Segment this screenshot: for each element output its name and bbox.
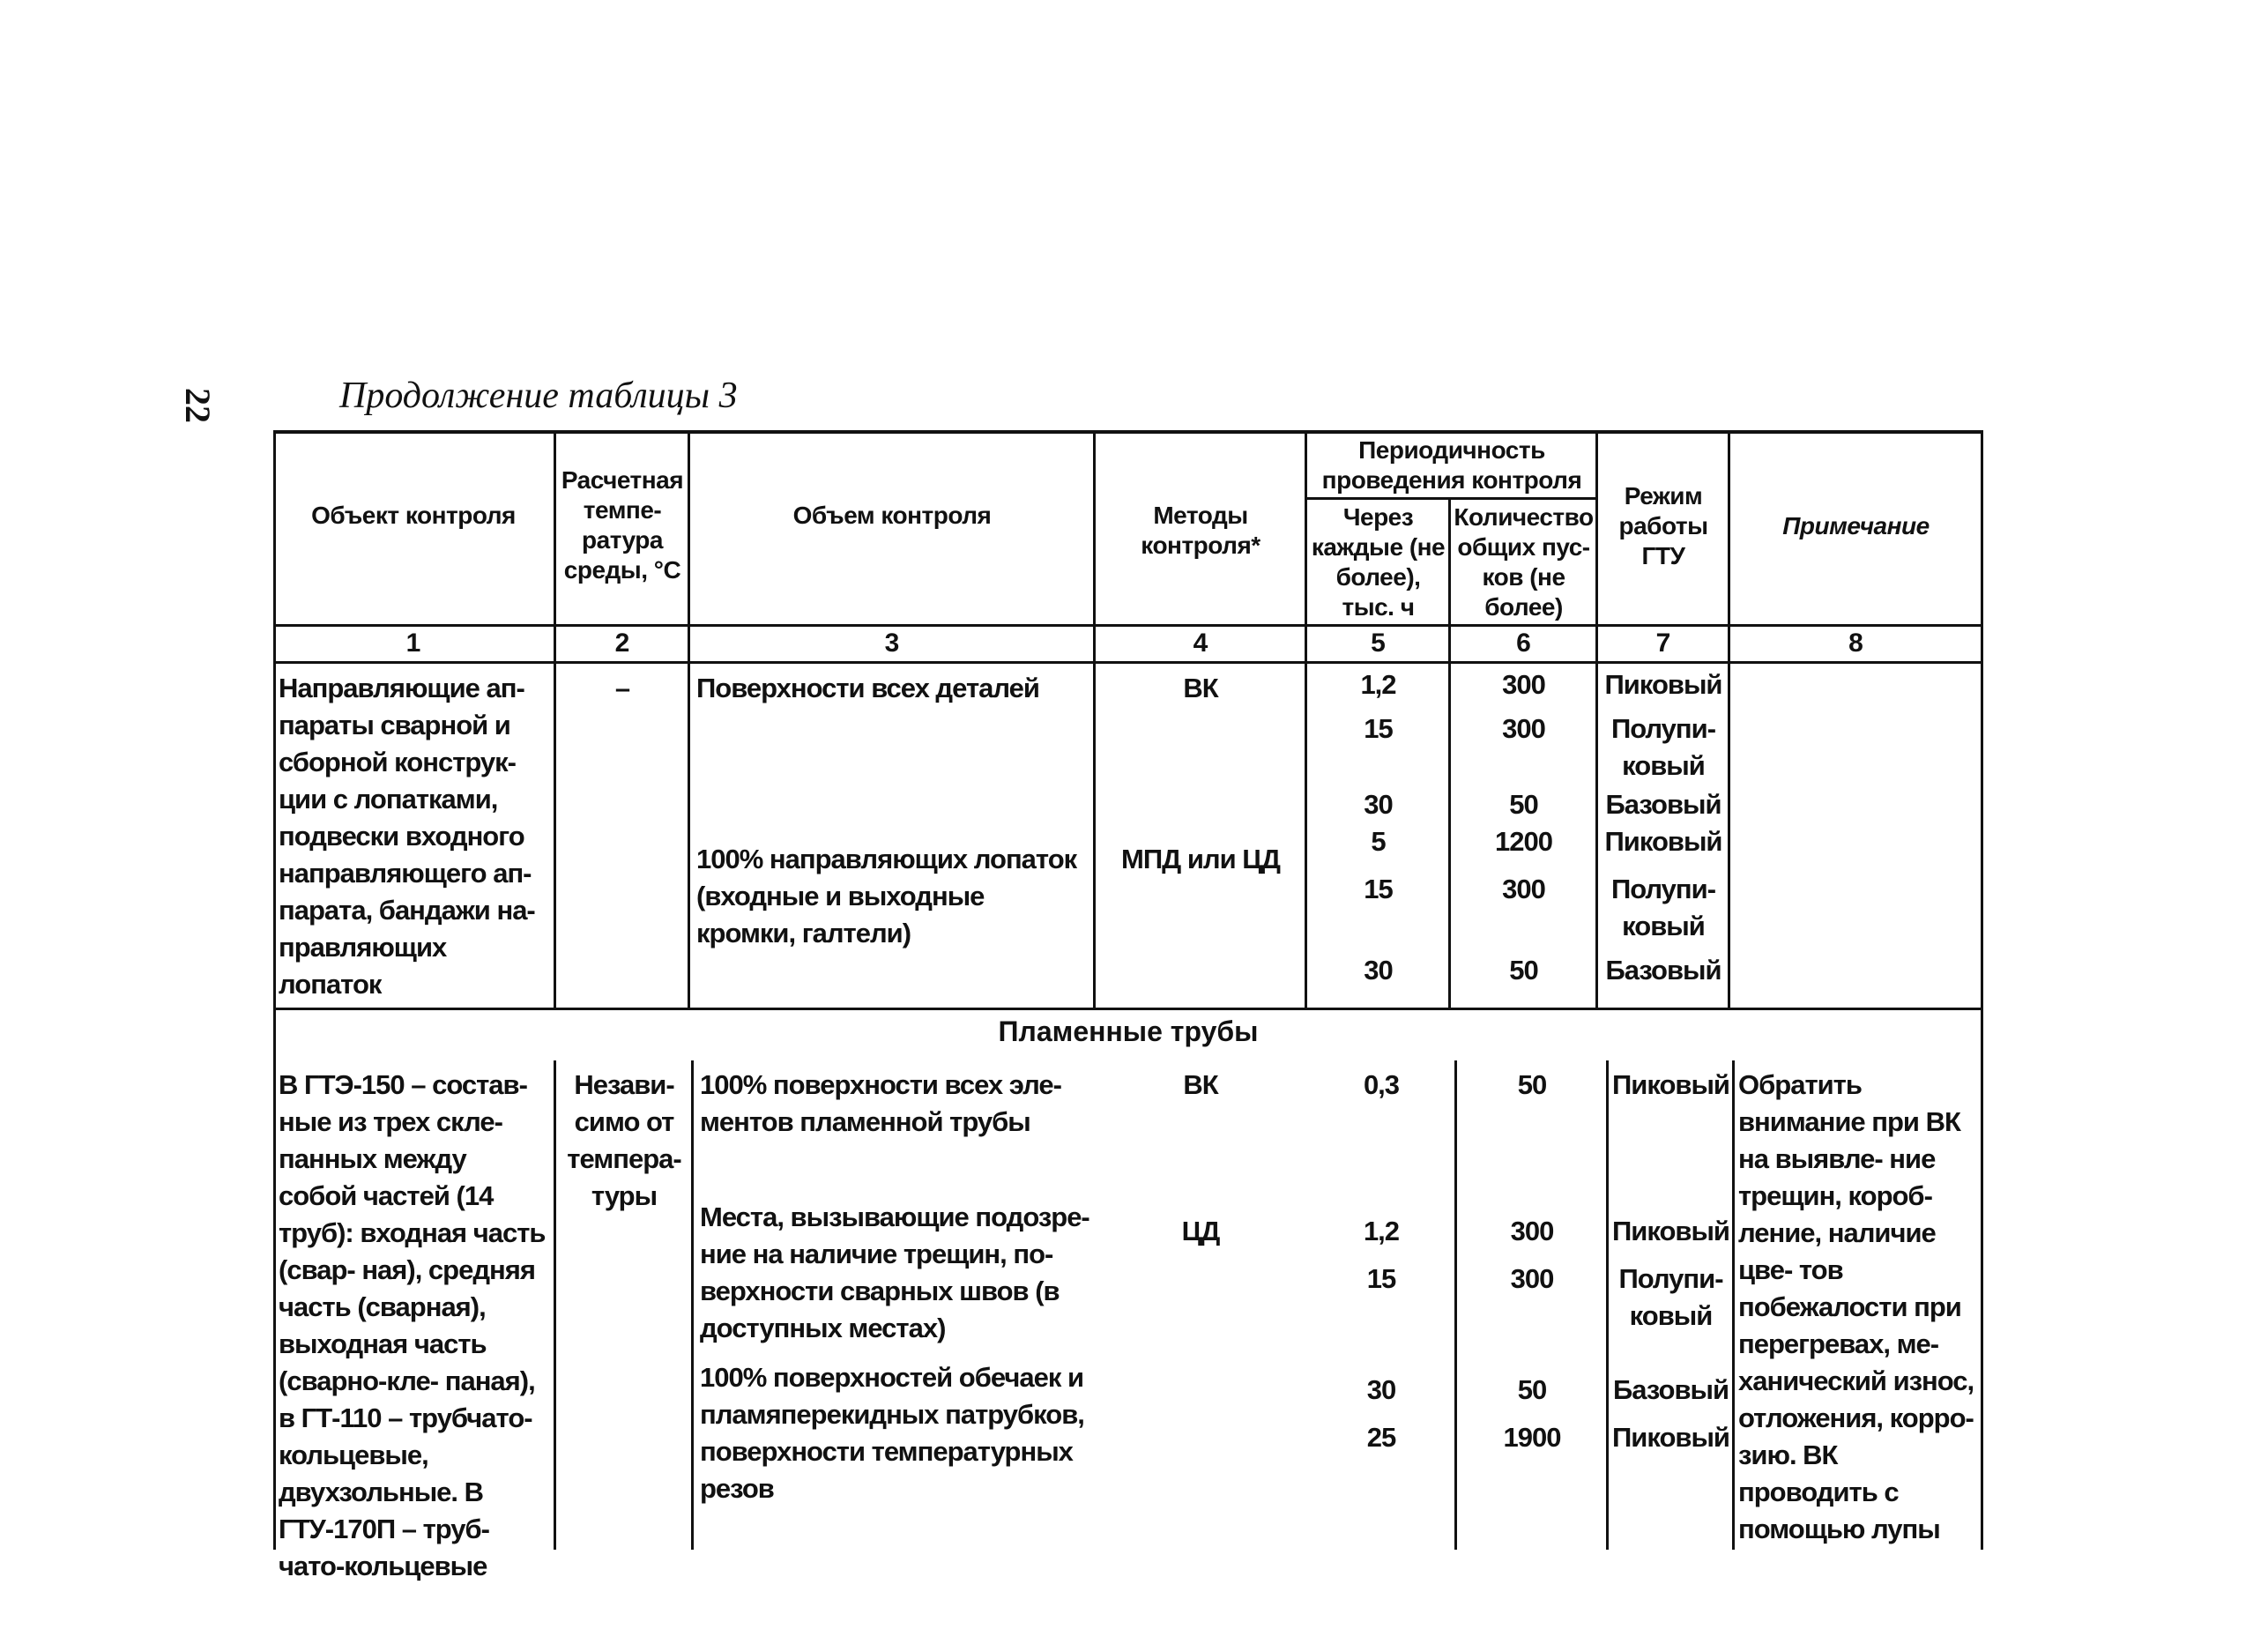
hours-value: 25 — [1366, 1422, 1396, 1453]
volume-text: 100% направляющих лопаток (входные и выходные кромки, галтели) — [696, 844, 1077, 948]
starts-value: 300 — [1510, 1263, 1554, 1294]
hours-value: 1,2 — [1360, 669, 1396, 700]
mode-value: Пиковый — [1612, 1216, 1729, 1246]
header-methods: Методы контроля* — [1141, 502, 1260, 559]
inspection-table — [273, 430, 1983, 1581]
hours-value: 15 — [1364, 713, 1393, 744]
col-number: 5 — [1371, 629, 1386, 658]
col-number: 3 — [884, 629, 900, 658]
mode-value: Пиковый — [1604, 669, 1722, 700]
col-number: 1 — [405, 629, 421, 658]
volume-text: 100% поверхностей обечаек и пламяперекидных патрубков, поверхности температурных резов — [700, 1362, 1084, 1504]
table-caption: Продолжение таблицы 3 — [339, 376, 738, 416]
method-value: ВК — [1183, 1069, 1218, 1100]
starts-value: 300 — [1502, 669, 1545, 700]
header-starts: Количество общих пус- ков (не более) — [1454, 503, 1594, 621]
hours-value: 30 — [1364, 955, 1393, 986]
section-title-flame-tubes: Пламенные трубы — [998, 1015, 1259, 1047]
starts-value: 50 — [1517, 1374, 1547, 1405]
mode-value: Пиковый — [1612, 1069, 1729, 1100]
starts-value: 50 — [1509, 789, 1538, 820]
object-guide-vanes: Направляющие ап- параты сварной и сборной конструк- ции с лопатками, подвески входного направляющего ап- парата, бандажи на- правляющих лопаток — [279, 673, 535, 1000]
col-divider — [1728, 430, 1730, 1008]
header-note: Примечание — [1782, 512, 1930, 539]
hours-value: 15 — [1366, 1263, 1396, 1294]
col-number: 6 — [1516, 629, 1531, 658]
starts-value: 300 — [1510, 1216, 1554, 1246]
mode-value: Полупи- ковый — [1610, 713, 1716, 781]
object-flame-tubes: В ГТЭ-150 – состав- ные из трех скле- панных между собой частей (14 труб): входная часть (свар- ная), средняя часть (сварная), выходная часть (сварно-кле- паная), в ГТ-110 – трубчато-кольцевые, двухзольные. В ГТУ-170П – труб- чато-кольцевые — [279, 1069, 546, 1581]
hours-value: 1,2 — [1363, 1216, 1400, 1246]
mode-value: Базовый — [1612, 1374, 1729, 1405]
starts-value: 1200 — [1495, 826, 1552, 857]
col-divider — [1305, 430, 1307, 1008]
method-value: ЦД — [1181, 1216, 1220, 1246]
col-divider — [554, 430, 556, 1008]
header-periodicity: Периодичность проведения контроля — [1321, 436, 1582, 494]
mode-value: Полупи- ковый — [1610, 874, 1716, 941]
col-number: 4 — [1193, 629, 1208, 658]
starts-value: 300 — [1502, 874, 1545, 904]
section-top-line — [273, 1008, 1983, 1010]
colnum-bottom-line — [273, 661, 1983, 664]
method-value: ВК — [1183, 673, 1218, 703]
method-value: МПД или ЦД — [1121, 844, 1280, 874]
mode-value: Пиковый — [1612, 1422, 1729, 1453]
header-temperature: Расчетная темпе- ратура среды, °С — [561, 466, 684, 584]
hours-value: 5 — [1371, 826, 1386, 857]
col-divider — [1606, 1060, 1609, 1550]
mode-value: Пиковый — [1604, 826, 1722, 857]
header-object: Объект контроля — [311, 502, 516, 529]
header-mode: Режим работы ГТУ — [1618, 482, 1708, 569]
col-divider — [1595, 430, 1598, 1008]
col-divider — [691, 1060, 694, 1550]
mode-value: Базовый — [1605, 955, 1721, 986]
col-divider — [688, 430, 690, 1008]
note-text: Обратить внимание при ВК на выявле- ние трещин, короб- ление, наличие цве- тов побежалости при перегревах, ме- ханический износ, отложения, корро- зию. ВК проводить с помощью лупы — [1738, 1069, 1974, 1544]
header-volume: Объем контроля — [792, 502, 992, 529]
col-divider — [554, 1060, 556, 1550]
starts-value: 50 — [1517, 1069, 1547, 1100]
col-number: 7 — [1655, 629, 1671, 658]
header-hours: Через каждые (не более), тыс. ч — [1311, 503, 1446, 621]
col-divider — [1454, 1060, 1457, 1550]
hours-value: 0,3 — [1363, 1069, 1400, 1100]
page-number: 22 — [178, 388, 218, 423]
col-number: 8 — [1848, 629, 1863, 658]
volume-text: Места, вызывающие подозре- ние на наличие трещин, по- верхности сварных швов (в доступных местах) — [700, 1201, 1089, 1343]
table-border-left — [273, 430, 276, 1550]
col-divider — [1732, 1060, 1735, 1550]
mode-value: Базовый — [1605, 789, 1721, 820]
starts-value: 50 — [1509, 955, 1538, 986]
hours-value: 15 — [1364, 874, 1393, 904]
col-divider — [1448, 497, 1451, 1008]
table-border-top — [273, 430, 1983, 434]
col-divider — [1093, 430, 1096, 1008]
temperature-value: – — [614, 673, 630, 703]
starts-value: 300 — [1502, 713, 1545, 744]
starts-value: 1900 — [1503, 1422, 1561, 1453]
temperature-value: Незави- симо от темпера- туры — [567, 1069, 681, 1211]
mode-value: Полупи- ковый — [1618, 1263, 1723, 1331]
hours-value: 30 — [1366, 1374, 1396, 1405]
hours-value: 30 — [1364, 789, 1393, 820]
table-border-right — [1981, 430, 1983, 1550]
volume-text: 100% поверхности всех эле- ментов пламенной трубы — [700, 1069, 1061, 1137]
volume-text: Поверхности всех деталей — [696, 673, 1039, 703]
col-number: 2 — [614, 629, 630, 658]
